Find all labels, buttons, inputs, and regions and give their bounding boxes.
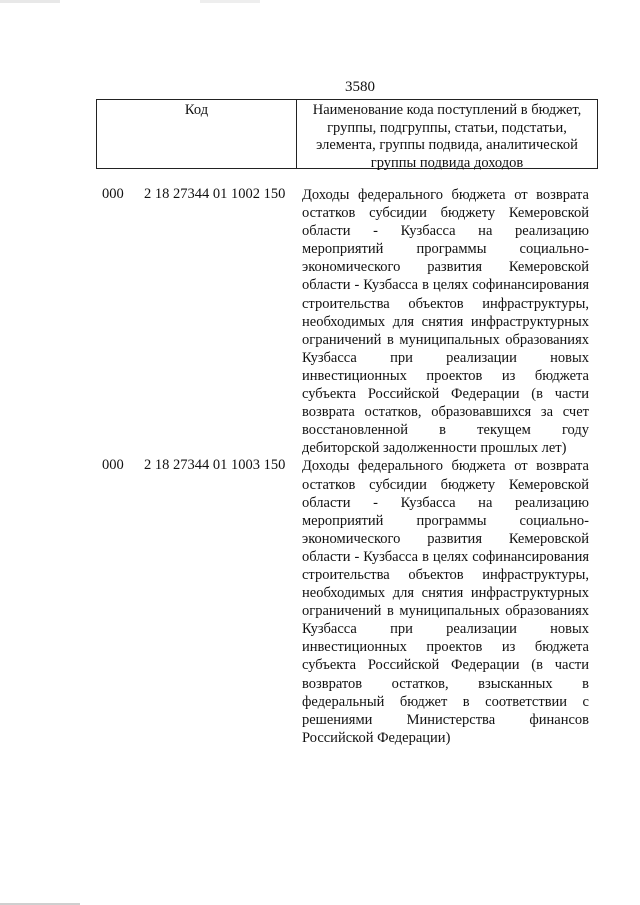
description-line: возврата остатков, образовавшихся за счет	[302, 404, 589, 421]
description-line: экономического развития Кемеровской	[302, 259, 589, 276]
header-name-label: Наименование кода поступлений в бюджет, группы, подгруппы, статьи, подстатьи, элемента, группы подвида, аналитической группы подвида доходов	[312, 102, 582, 171]
description-line: инвестиционных проектов из бюджета	[302, 367, 589, 384]
description-line: строительства объектов инфраструктуры,	[302, 566, 589, 583]
description-line: ограничений в муниципальных образованиях	[302, 331, 589, 348]
description-line: строительства объектов инфраструктуры,	[302, 295, 589, 312]
description-line: Доходы федерального бюджета от возврата	[302, 458, 589, 475]
row-description	[302, 457, 589, 747]
description-line: ограничений в муниципальных образованиях	[302, 603, 589, 620]
description-line: решениями Министерства финансов	[302, 711, 589, 728]
description-line: возвратов остатков, взысканных в	[302, 675, 589, 692]
table-row	[0, 186, 640, 457]
table-header	[96, 99, 598, 169]
description-line: необходимых для снятия инфраструктурных	[302, 313, 589, 330]
description-line: остатков субсидии бюджету Кемеровской	[302, 476, 589, 493]
row-description	[302, 186, 589, 457]
description-line: остатков субсидии бюджету Кемеровской	[302, 205, 589, 222]
header-code-label: Код	[97, 100, 297, 168]
description-line: мероприятий программы социально-	[302, 241, 589, 258]
description-line: области - Кузбасса в целях софинансирования	[302, 548, 589, 565]
row-prefix: 000	[102, 457, 124, 474]
description-line: области - Кузбасса на реализацию	[302, 223, 589, 240]
description-line: мероприятий программы социально-	[302, 512, 589, 529]
description-line: Российской Федерации)	[302, 729, 451, 746]
description-line: Кузбасса при реализации новых	[302, 621, 589, 638]
row-code: 2 18 27344 01 1003 150	[144, 457, 286, 474]
row-prefix: 000	[102, 186, 124, 202]
scan-edge-top	[0, 0, 640, 3]
description-line: инвестиционных проектов из бюджета	[302, 639, 589, 656]
description-line: субъекта Российской Федерации (в части	[302, 657, 589, 674]
description-line: Кузбасса при реализации новых	[302, 349, 589, 366]
description-line: федеральный бюджет в соответствии с	[302, 693, 589, 710]
row-code: 2 18 27344 01 1002 150	[144, 186, 286, 202]
table-body	[0, 186, 640, 747]
description-line: субъекта Российской Федерации (в части	[302, 386, 589, 403]
page-number: 3580	[345, 79, 375, 95]
description-line: области - Кузбасса в целях софинансирования	[302, 277, 589, 294]
table-row	[0, 457, 640, 747]
description-line: восстановленной в текущем году	[302, 422, 589, 439]
description-line: дебиторской задолженности прошлых лет)	[302, 440, 567, 457]
description-line: области - Кузбасса на реализацию	[302, 494, 589, 511]
description-line: экономического развития Кемеровской	[302, 530, 589, 547]
description-line: необходимых для снятия инфраструктурных	[302, 585, 589, 602]
description-line: Доходы федерального бюджета от возврата	[302, 187, 589, 203]
